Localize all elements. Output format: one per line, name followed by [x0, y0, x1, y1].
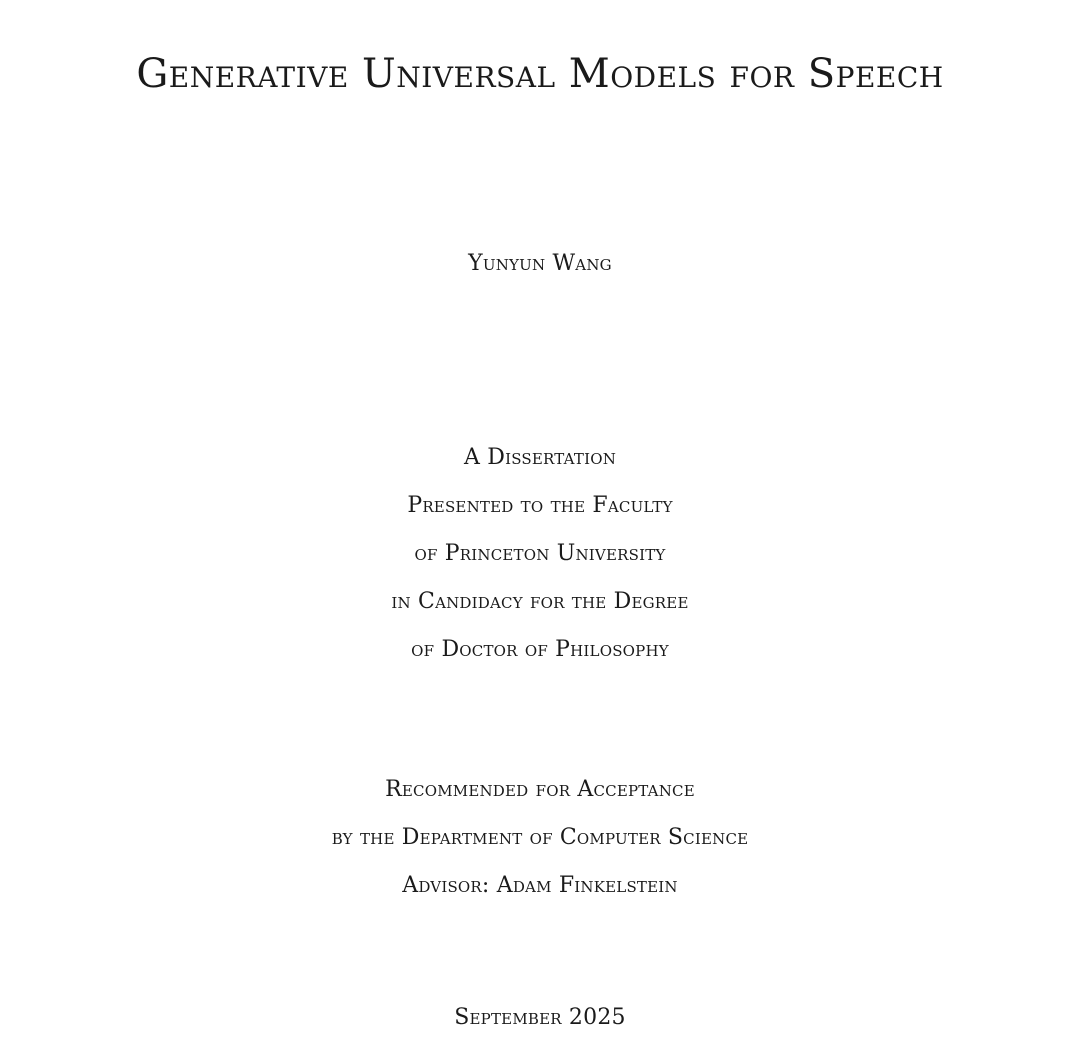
recommendation-line: Recommended for Acceptance [385, 777, 695, 802]
dissertation-statement [0, 434, 1080, 674]
author-name: Yunyun Wang [468, 251, 612, 276]
recommendation-block [0, 766, 1080, 910]
statement-line: in Candidacy for the Degree [391, 589, 689, 614]
recommendation-line: by the Department of Computer Science [331, 825, 749, 850]
statement-line: Presented to the Faculty [407, 493, 673, 518]
advisor-line: Advisor: Adam Finkelstein [402, 873, 678, 898]
dissertation-title: Generative Universal Models for Speech [136, 51, 944, 97]
statement-line: of Princeton University [414, 541, 666, 566]
statement-line: A Dissertation [463, 445, 617, 470]
statement-line: of Doctor of Philosophy [411, 637, 669, 662]
submission-date: September 2025 [454, 1005, 626, 1030]
